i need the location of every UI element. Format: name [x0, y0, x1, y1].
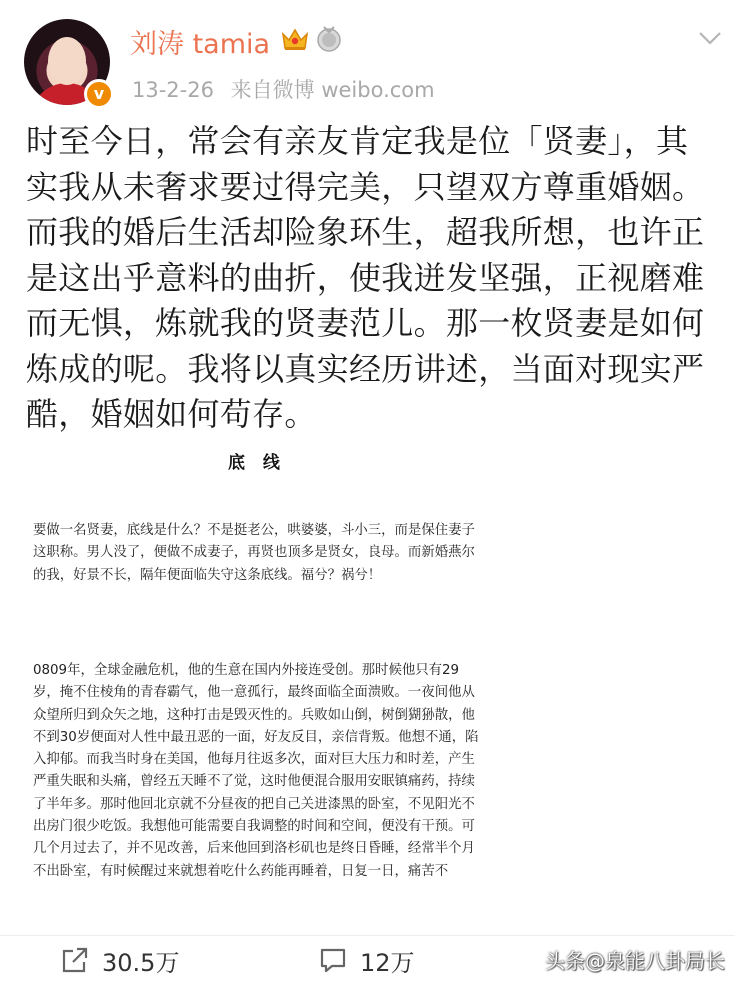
embedded-image-title: 底 线 [228, 453, 286, 473]
comment-button[interactable] [318, 943, 415, 977]
post-meta [132, 74, 445, 104]
author-name[interactable]: 刘涛 tamia [130, 29, 271, 60]
avatar[interactable] [24, 19, 110, 105]
share-button[interactable] [60, 943, 179, 977]
share-count: 30.5万 [102, 948, 180, 977]
post-date: 13-2-26 [132, 78, 214, 102]
post-action-bar [0, 935, 735, 985]
vip-crown-icon [280, 26, 310, 52]
comment-icon [318, 945, 348, 975]
watermark: 头条@泉能八卦局长 [545, 949, 725, 973]
divider [0, 935, 735, 936]
medal-badge-icon [316, 24, 342, 54]
post-source[interactable]: 来自微博 weibo.com [230, 78, 435, 102]
comment-count: 12万 [360, 948, 415, 977]
verified-badge-icon: v [84, 79, 114, 109]
embedded-image-paragraph: 要做一名贤妻，底线是什么？不是挺老公，哄婆婆，斗小三，而是保住妻子这职称。男人没了，便做不成妻子，再贤也顶多是贤女，良母。而新婚燕尔的我，好景不长，隔年便面临失守这条底线。福兮？祸兮！ [33, 523, 475, 583]
post-body-text: 时至今日，常会有亲友肯定我是位「贤妻」，其实我从未奢求要过得完美，只望双方尊重婚姻。而我的婚后生活却险象环生，超我所想，也许正是这出乎意料的曲折，使我迸发坚强，正视磨难而无惧，炼就我的贤妻范儿。那一枚贤妻是如何炼成的呢。我将以真实经历讲述，当面对现实严酷，婚姻如何苟存。 [26, 122, 705, 433]
embedded-image-paragraph: 0809年，全球金融危机，他的生意在国内外接连受创。那时候他只有29岁，掩不住棱角的青春霸气，他一意孤行，最终面临全面溃败。一夜间他从众望所归到众矢之地，这种打击是毁灭性的。兵败如山倒，树倒猢狲散，他不到30岁便面对人性中最丑恶的一面，好友反目，亲信背叛。他想不通，陷入抑郁。而我当时身在美国，他每月往返多次，面对巨大压力和时差，产生严重失眠和头痛，曾经五天睡不了觉，这时他便混合服用安眠镇痛药，持续了半年多。那时他回北京就不分昼夜的把自己关进漆黑的卧室，不见阳光不出房门很少吃饭。我想他可能需要自我调整的时间和空间，便没有干预。可几个月过去了，并不见改善，后来他回到洛杉矶也是终日昏睡，经常半个月不出卧室，有时候醒过来就想着吃什么药能再睡着，日复一日，痛苦不 [33, 663, 479, 879]
chevron-down-icon[interactable] [698, 30, 722, 46]
share-icon [60, 945, 90, 975]
